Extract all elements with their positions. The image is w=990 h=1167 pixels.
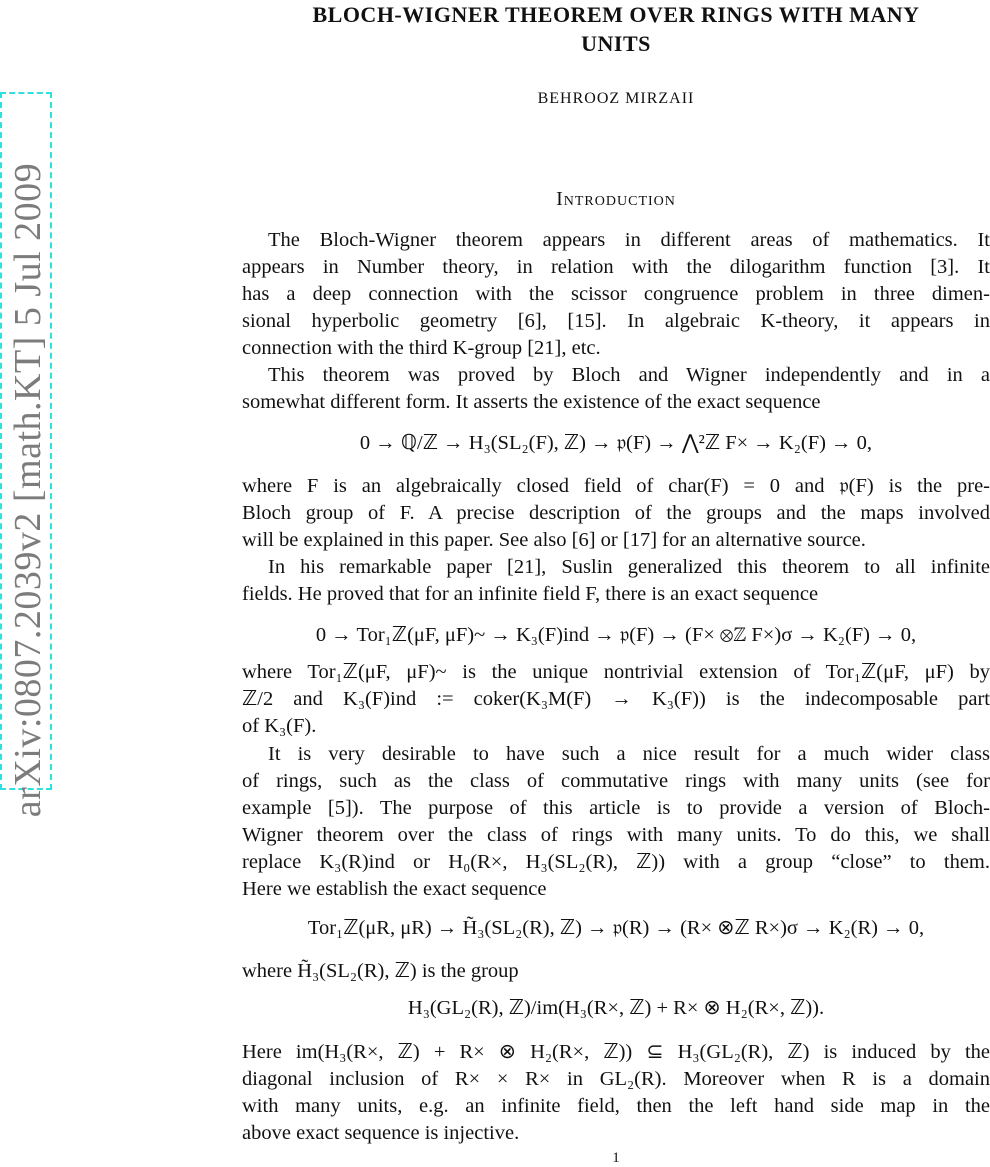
page-number: 1: [612, 1150, 620, 1166]
text-line: somewhat different form. It asserts the existence of the exact sequence: [242, 391, 821, 413]
arxiv-stamp: [0, 92, 52, 818]
text-line: This theorem was proved by Bloch and Wigner independently and in a: [268, 364, 990, 386]
text-line: has a deep connection with the scissor congruence problem in three dimen-: [242, 283, 990, 305]
title-line-2: UNITS: [581, 31, 651, 56]
arxiv-id: arXiv:0807.2039v2 [math.KT] 5 Jul 2009: [7, 162, 49, 818]
text-line: fields. He proved that for an infinite field F, there is an exact sequence: [242, 583, 819, 605]
text-line: ℤ/2 and K₃(F)ind := coker(K₃M(F) → K₃(F)) is the indecomposable part: [242, 688, 990, 710]
text-line: Wigner theorem over the class of rings with many units. To do this, we shall: [242, 824, 990, 846]
text-line: Bloch group of F. A precise description of the groups and the maps involved: [242, 502, 990, 524]
text-line: sional hyperbolic geometry [6], [15]. In algebraic K-theory, it appears in: [242, 310, 990, 332]
text-line: with many units, e.g. an infinite field, then the left hand side map in the: [242, 1095, 990, 1117]
text-line: where H̃₃(SL₂(R), ℤ) is the group: [242, 960, 519, 982]
text-line: connection with the third K-group [21], etc.: [242, 337, 601, 359]
text-line: appears in Number theory, in relation with the dilogarithm function [3]. It: [242, 256, 990, 278]
text-line: of K₃(F).: [242, 715, 317, 737]
title-line-1: BLOCH-WIGNER THEOREM OVER RINGS WITH MANY: [312, 2, 920, 27]
text-line: It is very desirable to have such a nice result for a much wider class: [268, 743, 990, 765]
text-line: will be explained in this paper. See also [6] or [17] for an alternative source.: [242, 529, 866, 551]
text-line: diagonal inclusion of R× × R× in GL₂(R). Moreover when R is a domain: [242, 1068, 990, 1090]
equation-1: 0 → ℚ/ℤ → H₃(SL₂(F), ℤ) → 𝔭(F) → ⋀²ℤ F× → K₂(F) → 0,: [359, 432, 873, 454]
text-line: Here we establish the exact sequence: [242, 878, 547, 900]
text-line: replace K₃(R)ind or H₀(R×, H₃(SL₂(R), ℤ)) with a group “close” to them.: [242, 851, 990, 873]
equation-3: Tor₁ℤ(μR, μR) → H̃₃(SL₂(R), ℤ) → 𝔭(R) → (R× ⊗ℤ R×)σ → K₂(R) → 0,: [307, 917, 925, 939]
text-line: of rings, such as the class of commutative rings with many units (see for: [242, 770, 990, 792]
section-heading: Introduction: [556, 188, 676, 210]
text-line: where F is an algebraically closed field of char(F) = 0 and 𝔭(F) is the pre-: [242, 475, 990, 497]
text-line: Here im(H₃(R×, ℤ) + R× ⊗ H₂(R×, ℤ)) ⊆ H₃(GL₂(R), ℤ) is induced by the: [242, 1041, 990, 1063]
text-line: above exact sequence is injective.: [242, 1122, 520, 1144]
text-line: where Tor₁ℤ(μF, μF)~ is the unique nontrivial extension of Tor₁ℤ(μF, μF) by: [242, 661, 990, 683]
author: BEHROOZ MIRZAII: [537, 90, 695, 107]
text-line: The Bloch-Wigner theorem appears in different areas of mathematics. It: [268, 229, 990, 251]
equation-4: H₃(GL₂(R), ℤ)/im(H₃(R×, ℤ) + R× ⊗ H₂(R×, ℤ)).: [407, 997, 825, 1019]
text-line: example [5]). The purpose of this article is to provide a version of Bloch-: [242, 797, 990, 819]
text-line: In his remarkable paper [21], Suslin generalized this theorem to all infinite: [268, 556, 990, 578]
paper-title: [242, 0, 990, 58]
equation-2: 0 → Tor₁ℤ(μF, μF)~ → K₃(F)ind → 𝔭(F) → (F× ⊗ℤ F×)σ → K₂(F) → 0,: [315, 624, 917, 646]
